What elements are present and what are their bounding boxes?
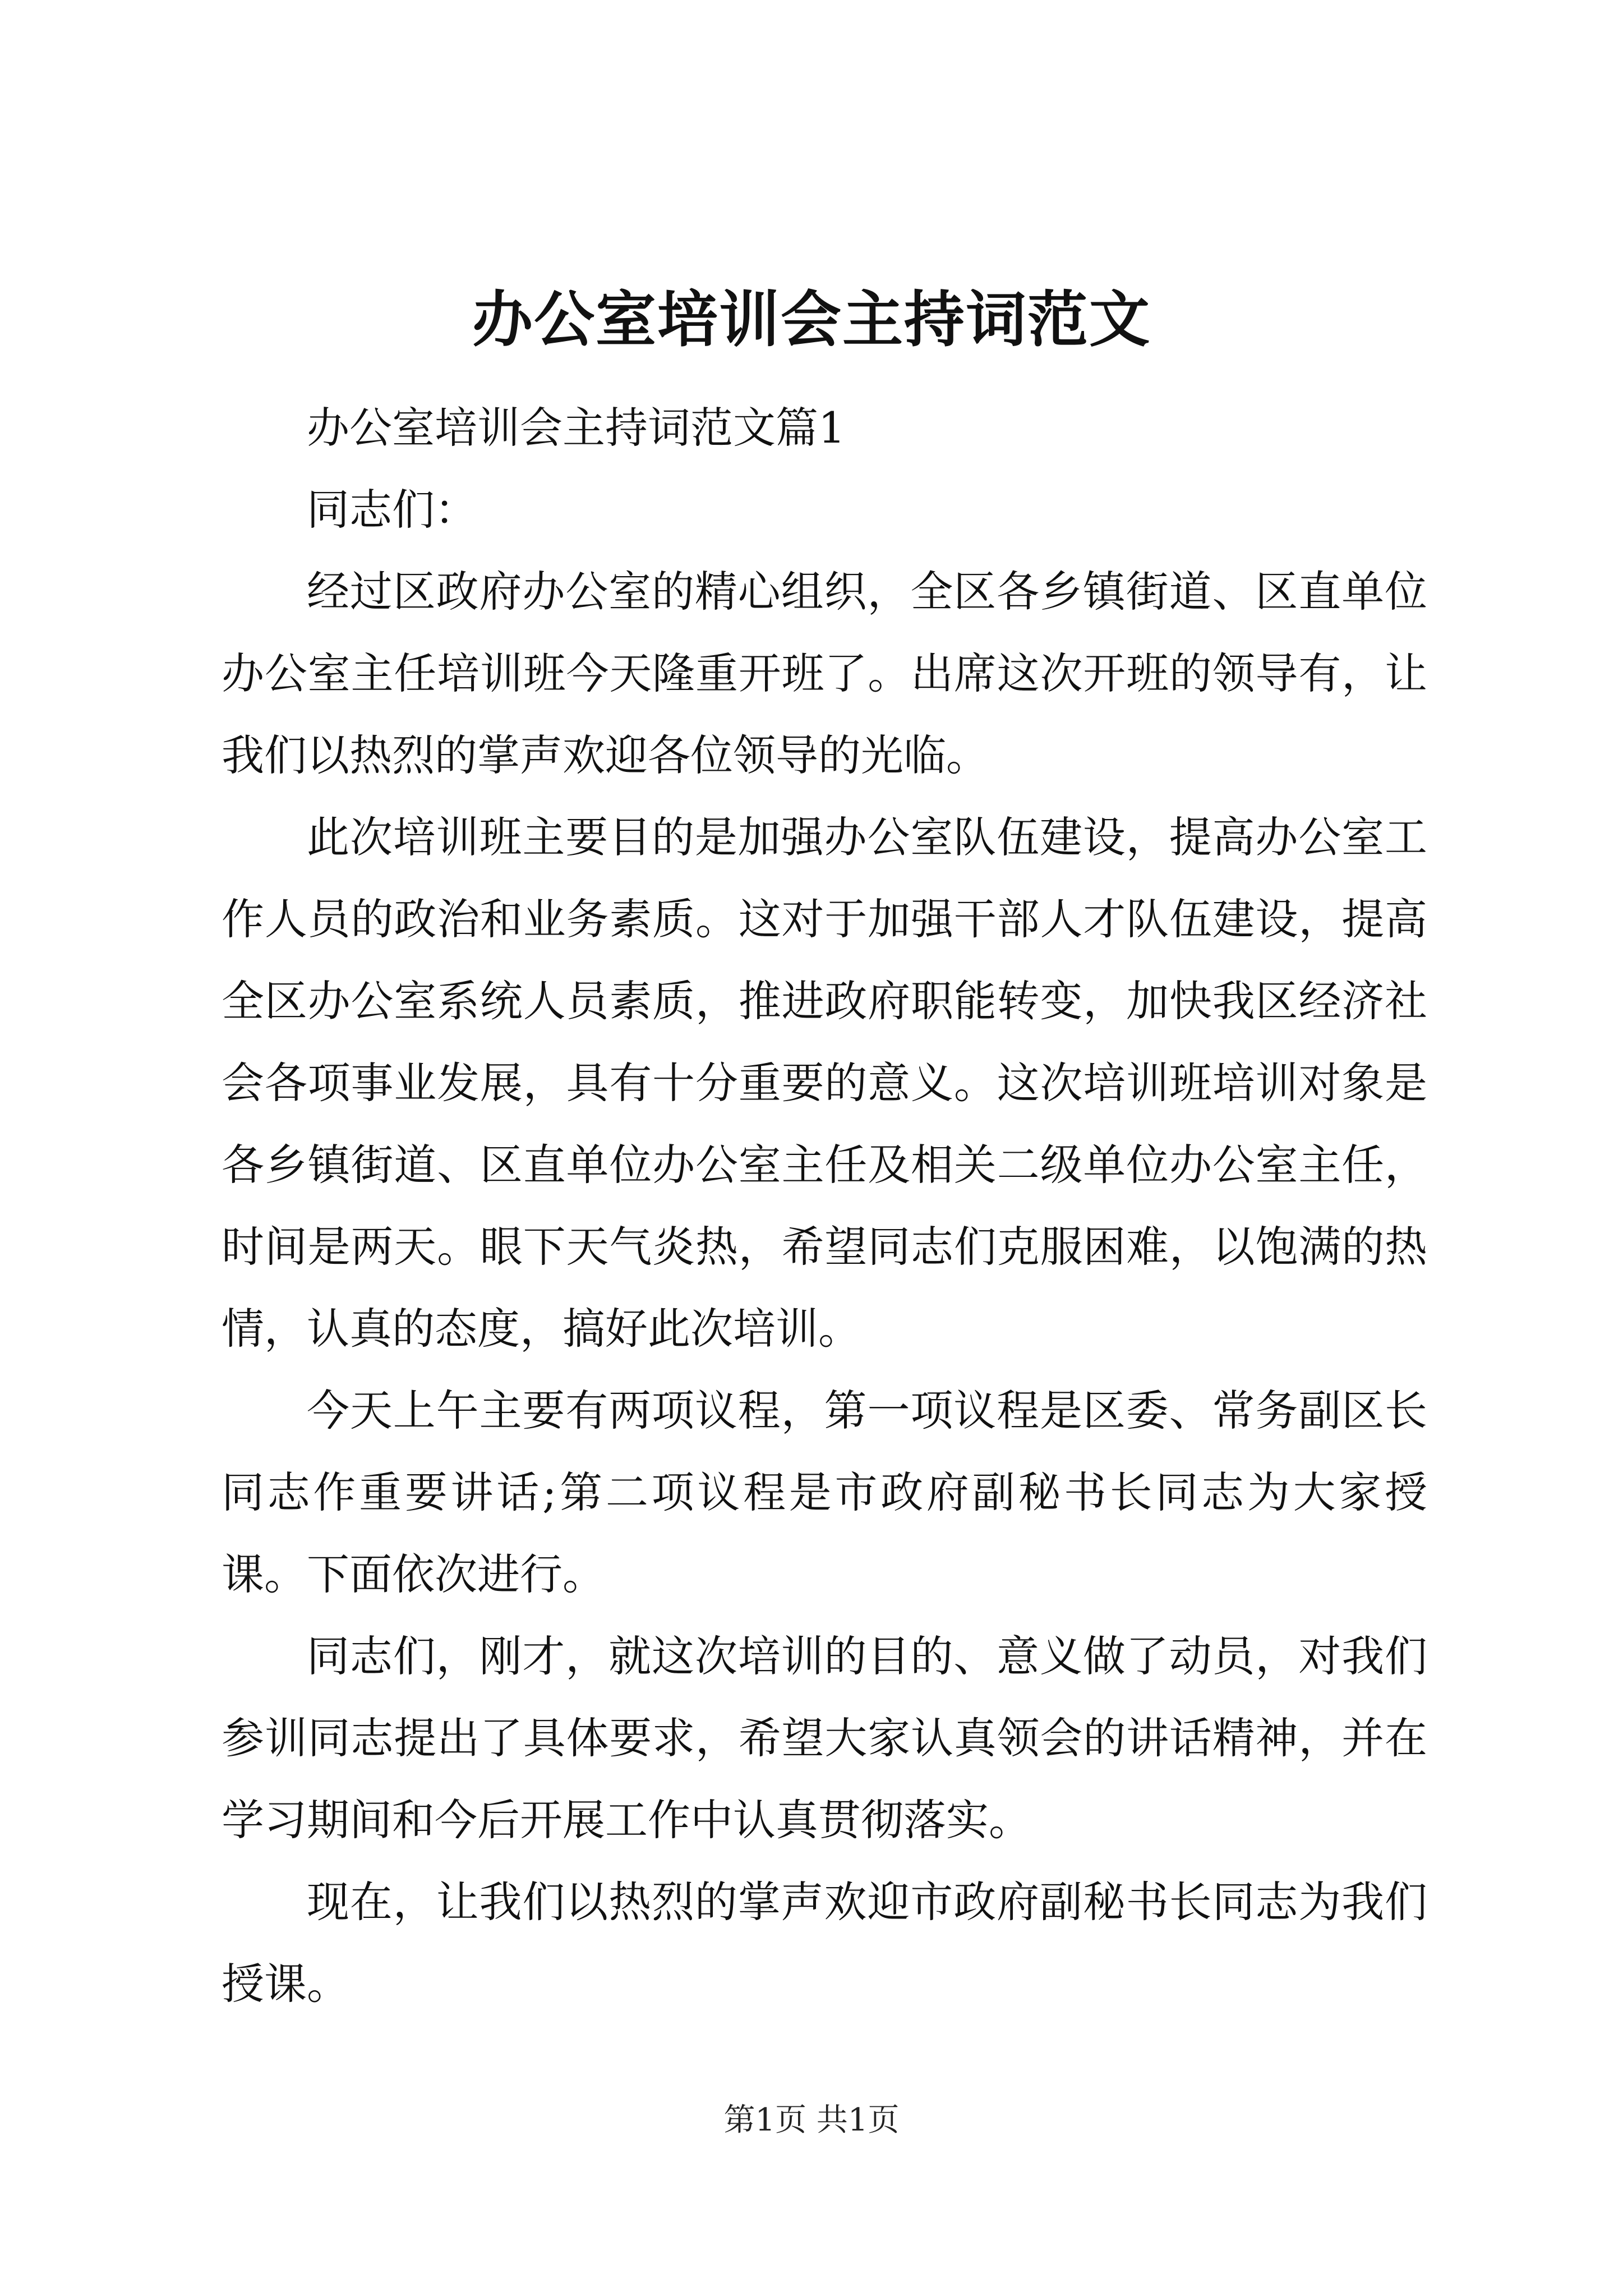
page-number-footer: 第1页 共1页 bbox=[723, 2102, 900, 2138]
paragraph: 经过区政府办公室的精心组织，全区各乡镇街道、区直单位办公室主任培训班今天隆重开班了。出席这次开班的领导有，让我们以热烈的掌声欢迎各位领导的光临。 bbox=[222, 567, 1427, 780]
paragraph: 此次培训班主要目的是加强办公室队伍建设，提高办公室工作人员的政治和业务素质。这对于加强干部人才队伍建设，提高全区办公室系统人员素质，推进政府职能转变，加快我区经济社会各项事业发展，具有十分重要的意义。这次培训班培训对象是各乡镇街道、区直单位办公室主任及相关二级单位办公室主任，时间是两天。眼下天气炎热，希望同志们克服困难，以饱满的热情，认真的态度，搞好此次培训。 bbox=[222, 812, 1427, 1354]
paragraph-subtitle: 办公室培训会主持词范文篇1 bbox=[307, 403, 846, 453]
paragraph: 今天上午主要有两项议程，第一项议程是区委、常务副区长同志作重要讲话;第二项议程是市政府副秘书长同志为大家授课。下面依次进行。 bbox=[222, 1386, 1427, 1599]
document-title: 办公室培训会主持词范文 bbox=[472, 284, 1151, 355]
paragraph-salutation: 同志们： bbox=[307, 485, 477, 535]
document-body bbox=[222, 387, 1427, 2025]
paragraph: 同志们，刚才，就这次培训的目的、意义做了动员，对我们参训同志提出了具体要求，希望大家认真领会的讲话精神，并在学习期间和今后开展工作中认真贯彻落实。 bbox=[222, 1631, 1427, 1845]
paragraph: 现在，让我们以热烈的掌声欢迎市政府副秘书长同志为我们授课。 bbox=[222, 1877, 1427, 2009]
